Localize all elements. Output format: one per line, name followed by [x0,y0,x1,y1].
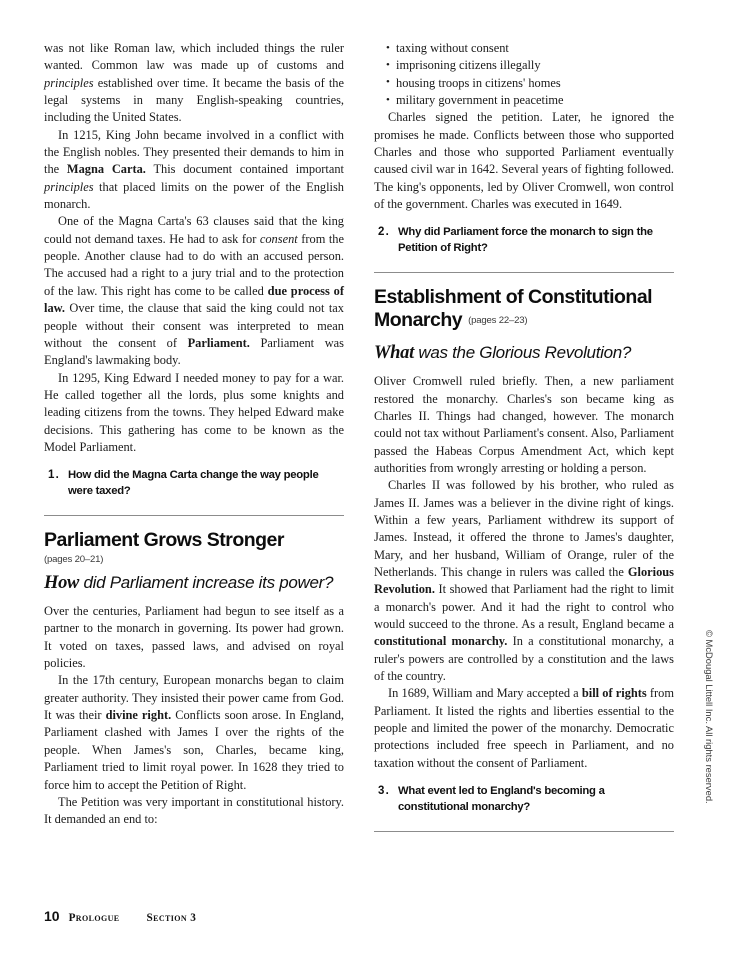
key-term: divine right. [105,708,172,723]
list-item: • taxing without consent [386,40,674,57]
paragraph-text: It showed that Parliament had the right to limit a monarch's power. And it had the right to control who would succeed to the throne. As a result, England became a [374,582,674,632]
italic-term: principles [44,75,94,90]
section-heading [374,286,674,335]
paragraph-text: In 1215, King John became involved in a conflict with the English nobles. They presented their demands to him in the [44,127,344,177]
review-question-1 [44,468,344,499]
paragraph: Oliver Cromwell ruled briefly. Then, a new parliament restored the monarchy. Charles's son became king as Charles II. Things had changed, however. The monarch could not tax without Parliament's consent. Also, Parliament passed the Habeas Corpus Amendment Act, which kept authorities from wrongly arresting or holding a person. [374,374,674,475]
left-column [44,40,344,888]
section-heading: Parliament Grows Stronger [44,529,284,552]
question-heading-lead: What [374,343,414,364]
copyright-text: © McDougal Littell Inc. All rights reserved. [704,630,715,804]
key-term: constitutional monarchy. [374,634,508,649]
section-divider [374,831,674,832]
paragraph: The Petition was very important in constitutional history. It demanded an end to: [44,794,344,827]
section-heading-text: Establishment of Constitutional Monarchy [374,286,653,332]
question-heading-rest: did Parliament increase its power? [79,573,334,593]
two-column-body [44,40,674,888]
paragraph-text: Over time, the clause that said the king could not tax people without their consent was interpreted to mean without the consent of [44,301,344,350]
paragraph-text: established over time. It became the basis of the legal systems in many English-speaking countries, including the United States. [44,75,344,125]
section-question-heading [374,342,674,364]
paragraph-text: Parliament was England's lawmaking body. [44,335,344,368]
section-pages-reference: (pages 22–23) [468,315,528,327]
list-item: • housing troops in citizens' homes [386,75,674,92]
page-footer [44,908,196,924]
paragraph [44,127,344,214]
question-number: 1. [48,469,60,482]
page-number: 10 [44,908,60,924]
question-number: 3. [378,785,390,798]
review-question-3 [374,784,674,815]
footer-unit-label: Prologue [68,912,120,924]
paragraph: Charles signed the petition. Later, he ignored the promises he made. Conflicts between those who supported Charles and those who supported Parliament eventually caused civil war in 1642. Several years of fighting followed. The king's opponents, led by Oliver Cromwell, won control of the government. Charles was executed in 1649. [374,110,674,212]
question-text: How did the Magna Carta change the way people were taxed? [68,469,319,497]
paragraph-text: In 1689, William and Mary accepted a [388,686,582,701]
key-term: due process of law. [44,283,344,316]
key-term: Glorious Revolution. [374,565,674,597]
paragraph: Over the centuries, Parliament had begun to see itself as a partner to the monarch in governing. Its power had grown. It voted on taxes, passed laws, and advised on royal policies. [44,604,344,671]
paragraph-text: from the people. Another clause had to do with an accused person. The accused had a right to a jury trial and to the protection of the law. This right has come to be called [44,231,345,298]
paragraph [44,40,344,127]
italic-term: principles [44,179,94,194]
paragraph-text: was not like Roman law, which included things the ruler wanted. Common law was made up of customs and [44,41,344,73]
key-term: Magna Carta. [66,162,146,177]
review-question-2 [374,225,674,256]
italic-term: consent [259,231,298,246]
section-divider [44,515,344,516]
copyright-notice-vertical [704,630,722,870]
paragraph-text: This document contained important [145,162,344,177]
question-text: What event led to England's becoming a constitutional monarchy? [398,785,605,813]
paragraph-text: that placed limits on the power of the English monarch. [44,179,344,212]
paragraph-text: One of the Magna Carta's 63 clauses said that the king could not demand taxes. He had to ask for [44,214,344,246]
paragraph-text: In a constitutional monarchy, a ruler's powers are controlled by a constitution and the laws of the country. [374,634,674,684]
footer-section-label: Section 3 [146,912,197,924]
key-term: bill of rights [581,686,647,701]
petition-demands-list [374,40,674,109]
paragraph-text: Conflicts soon arose. In England, Parliament clashed with James I over the rights of the people. When James's son, Charles, became king, Parliament tried to limit royal power. In 1628 they tried to force him to accept the Petition of Right. [44,708,344,792]
right-column [374,40,674,888]
section-divider [374,272,674,273]
question-heading-lead: How [44,573,80,594]
paragraph [44,213,344,369]
section-question-heading [44,572,344,594]
list-item: • imprisoning citizens illegally [386,57,674,74]
paragraph [44,672,344,793]
list-item: • military government in peacetime [386,92,674,109]
question-heading-rest: was the Glorious Revolution? [413,343,632,363]
question-text: Why did Parliament force the monarch to sign the Petition of Right? [398,226,653,254]
paragraph [374,477,674,685]
paragraph [374,685,674,772]
section-pages-reference: (pages 20–21) [44,554,104,566]
paragraph: In 1295, King Edward I needed money to pay for a war. He called together all the lords, plus some knights and leading citizens from the towns. They helped Edward make decisions. This gathering has come to be known as the Model Parliament. [44,370,344,454]
question-number: 2. [378,226,390,239]
paragraph-text: In the 17th century, European monarchs began to claim greater authority. They insisted their power came from God. It was their [44,673,344,723]
paragraph-text: Charles II was followed by his brother, who ruled as James II. James was a believer in the divine right of kings. Within a few years, Parliament withdrew its support of James. Instead, it offered the throne to James's daughter, Mary, and her husband, William of Orange, ruler of the Netherlands. This change in rulers was called the [374,478,674,580]
paragraph-text: from Parliament. It listed the rights and liberties essential to the people and limited the power of the monarchy. Democratic protections included free speech in Parliament, and no taxation without the consent of Parliament. [374,686,675,770]
key-term: Parliament. [187,335,250,350]
